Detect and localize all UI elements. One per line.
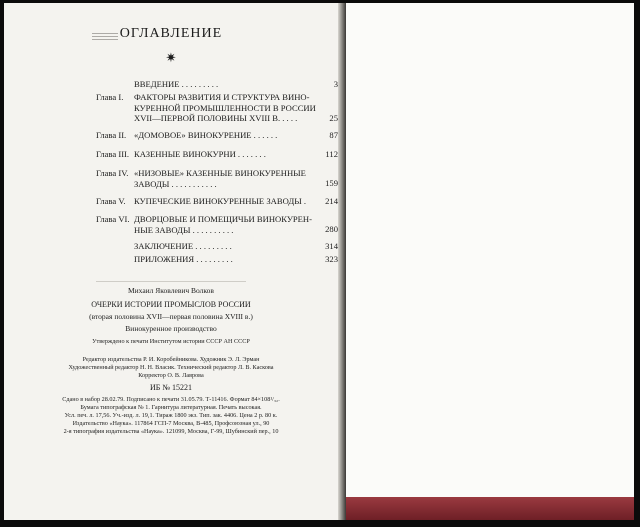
toc-entry-text [134,241,324,252]
toc-entry-page: 159 [325,178,338,188]
divider [96,281,246,282]
imprint-detail-line: Сдано в набор 28.02.79. Подписано к печати 31.05.79. Т-11416. Формат 84×108¹/₃₂. [62,396,280,403]
ornament-star-icon: ✷ [165,50,177,65]
imprint-author: Михаил Яковлевич Волков [128,286,214,295]
toc-entry-line: ПРИЛОЖЕНИЯ . . . . . . . . . [134,254,233,264]
toc-entry-line: «ДОМОВОЕ» ВИНОКУРЕНИЕ . . . . . . [134,130,278,140]
toc-title: ОГЛАВЛЕНИЕ [119,26,223,41]
toc-entry-chapter-6 [96,214,338,236]
book-spread [4,3,634,520]
toc-entry-page: 25 [329,113,338,123]
toc-entry-text [134,254,324,265]
imprint-editor-line: Художественный редактор Н. Н. Власик. Технический редактор Л. В. Каскова [68,364,274,371]
toc-entry-page: 3 [333,79,338,89]
toc-entry-line: ВВЕДЕНИЕ . . . . . . . . . [134,79,219,89]
toc-entry-line: КАЗЕННЫЕ ВИНОКУРНИ . . . . . . . [134,149,266,159]
toc-entry-chapter-4 [96,168,338,190]
toc-entry-line: КУПЕЧЕСКИЕ ВИНОКУРЕННЫЕ ЗАВОДЫ . [134,196,307,206]
toc-entry-text [134,79,324,90]
imprint-editor-line: Корректор О. В. Лаврова [138,372,204,379]
toc-entry-text [134,214,324,235]
toc-entry-line: ЗАКЛЮЧЕНИЕ . . . . . . . . . [134,241,232,251]
toc-entry-line: XVII—ПЕРВОЙ ПОЛОВИНЫ XVIII В. . . . . [134,113,298,123]
toc-entry-line: ДВОРЦОВЫЕ И ПОМЕЩИЧЬИ ВИНОКУРЕН- [134,214,313,224]
imprint-subtitle: Винокуренное производство [125,324,217,333]
imprint-detail-line: Усл. печ. л. 17,56. Уч.-изд. л. 19,1. Тираж 1800 экз. Тип. зак. 4406. Цена 2 р. 80 к. [64,412,278,419]
toc-entry-page: 112 [325,149,338,159]
toc-entry-text [134,149,324,160]
toc-entry-page: 323 [325,254,338,264]
toc-entry-page: 87 [329,130,338,140]
toc-entry-text [134,168,324,189]
toc-entry-chapter: Глава IV. [96,168,129,178]
imprint-detail-line: Бумага типографская № 1. Гарнитура литературная. Печать высокая. [80,404,262,411]
toc-entry-page: 214 [325,196,338,206]
toc-entry-line: «НИЗОВЫЕ» КАЗЕННЫЕ ВИНОКУРЕННЫЕ [134,168,306,178]
imprint-detail-line: Издательство «Наука». 117864 ГСП-7 Москва, В-485, Профсоюзная ул., 90 [72,420,270,427]
toc-entry-line: КУРЕННОЙ ПРОМЫШЛЕННОСТИ В РОССИИ [134,102,316,113]
book-gutter [338,3,346,520]
toc-entry-text [134,130,324,141]
toc-entry-page: 314 [325,241,338,251]
toc-entry-chapter: Глава I. [96,92,124,102]
left-page [4,3,338,520]
toc-entry-text [134,196,324,207]
imprint-editor-line: Редактор издательства Р. И. Коробейникова. Художник Э. Л. Эрман [82,356,260,363]
toc-entry-line: ФАКТОРЫ РАЗВИТИЯ И СТРУКТУРА ВИНО- [134,92,310,102]
toc-entry-chapter: Глава VI. [96,214,130,224]
toc-entry-line: НЫЕ ЗАВОДЫ . . . . . . . . . . [134,224,234,235]
cover-edge [346,497,634,520]
toc-entry-chapter-1 [96,92,338,124]
imprint-ib-number: ИБ № 15221 [149,383,192,392]
imprint-title: ОЧЕРКИ ИСТОРИИ ПРОМЫСЛОВ РОССИИ [91,300,251,309]
right-page [346,3,634,520]
toc-entry-line: ЗАВОДЫ . . . . . . . . . . . [134,178,217,189]
toc-entry-chapter: Глава II. [96,130,127,140]
toc-entry-text [134,92,324,124]
imprint-detail-line: 2-я типография издательства «Наука». 121099, Москва, Г-99, Шубинский пер., 10 [63,428,279,435]
toc-entry-chapter: Глава III. [96,149,130,159]
imprint-period: (вторая половина XVII—первая половина XVIII в.) [89,312,253,321]
imprint-approval: Утверждено к печати Институтом истории СССР АН СССР [92,338,250,345]
toc-entry-chapter: Глава V. [96,196,126,206]
toc-entry-page: 280 [325,224,338,234]
